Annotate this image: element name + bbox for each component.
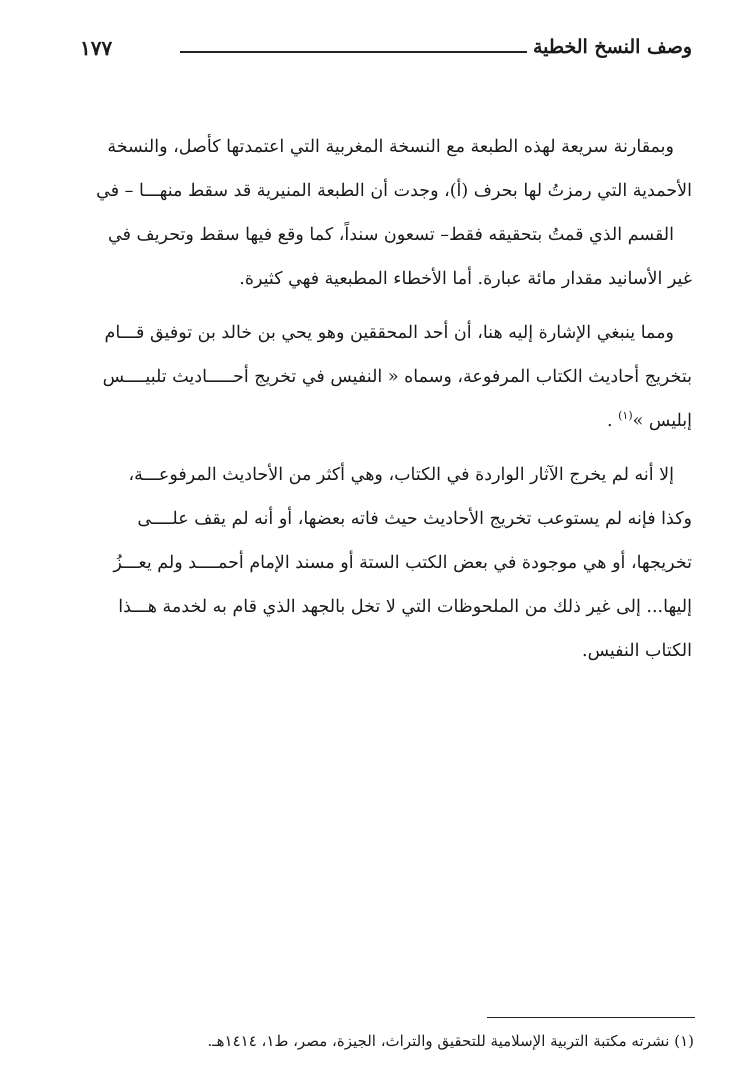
footnote — [74, 1032, 694, 1050]
page-number: ١٧٧ — [80, 36, 113, 60]
text-line: وكذا فإنه لم يستوعب تخريج الأحاديث حيث فاته بعضها، أو أنه لم يقف علــــى — [137, 509, 692, 529]
footnote-rule — [487, 1017, 695, 1018]
text-line: غير الأسانيد مقدار مائة عبارة. أما الأخطاء المطبعية فهي كثيرة. — [239, 269, 692, 289]
paragraph-2 — [80, 311, 692, 443]
text-line-end: . — [606, 411, 619, 431]
footnote-marker[interactable]: (١) — [618, 409, 633, 423]
paragraph-1 — [80, 125, 692, 301]
header-rule — [180, 51, 527, 53]
text-line: الكتاب النفيس. — [582, 641, 692, 661]
text-line: الأحمدية التي رمزتُ لها بحرف (أ)، وجدت أن الطبعة المنيرية قد سقط منهـــا – في — [96, 181, 692, 201]
text-line: القسم الذي قمتُ بتحقيقه فقط– تسعون سنداً، كما وقع فيها سقط وتحريف في — [108, 225, 674, 245]
text-line: ومما ينبغي الإشارة إليه هنا، أن أحد المحققين وهو يحي بن خالد بن توفيق قـــام — [104, 323, 674, 343]
text-line-start: إبليس » — [632, 411, 692, 431]
paragraph-3 — [80, 453, 692, 673]
text-line: إليها... إلى غير ذلك من الملحوظات التي لا تخل بالجهد الذي قام به لخدمة هـــذا — [118, 597, 692, 617]
footnote-text: نشرته مكتبة التربية الإسلامية للتحقيق والتراث، الجيزة، مصر، ط١، ١٤١٤هـ. — [207, 1032, 670, 1050]
text-line: تخريجها، أو هي موجودة في بعض الكتب الستة أو مسند الإمام أحمــــد ولم يعـــزُ — [113, 553, 692, 573]
body-text — [80, 125, 692, 673]
text-line: بتخريج أحاديث الكتاب المرفوعة، وسماه « النفيس في تخريج أحـــــاديث تلبيــــس — [102, 367, 692, 387]
running-header — [80, 30, 692, 70]
text-line — [80, 399, 692, 443]
text-line: وبمقارنة سريعة لهذه الطبعة مع النسخة المغربية التي اعتمدتها كأصل، والنسخة — [107, 137, 674, 157]
text-line: إلا أنه لم يخرج الآثار الواردة في الكتاب، وهي أكثر من الأحاديث المرفوعـــة، — [128, 465, 674, 485]
running-title: وصف النسخ الخطية — [532, 36, 692, 58]
footnote-number: (١) — [674, 1032, 694, 1050]
